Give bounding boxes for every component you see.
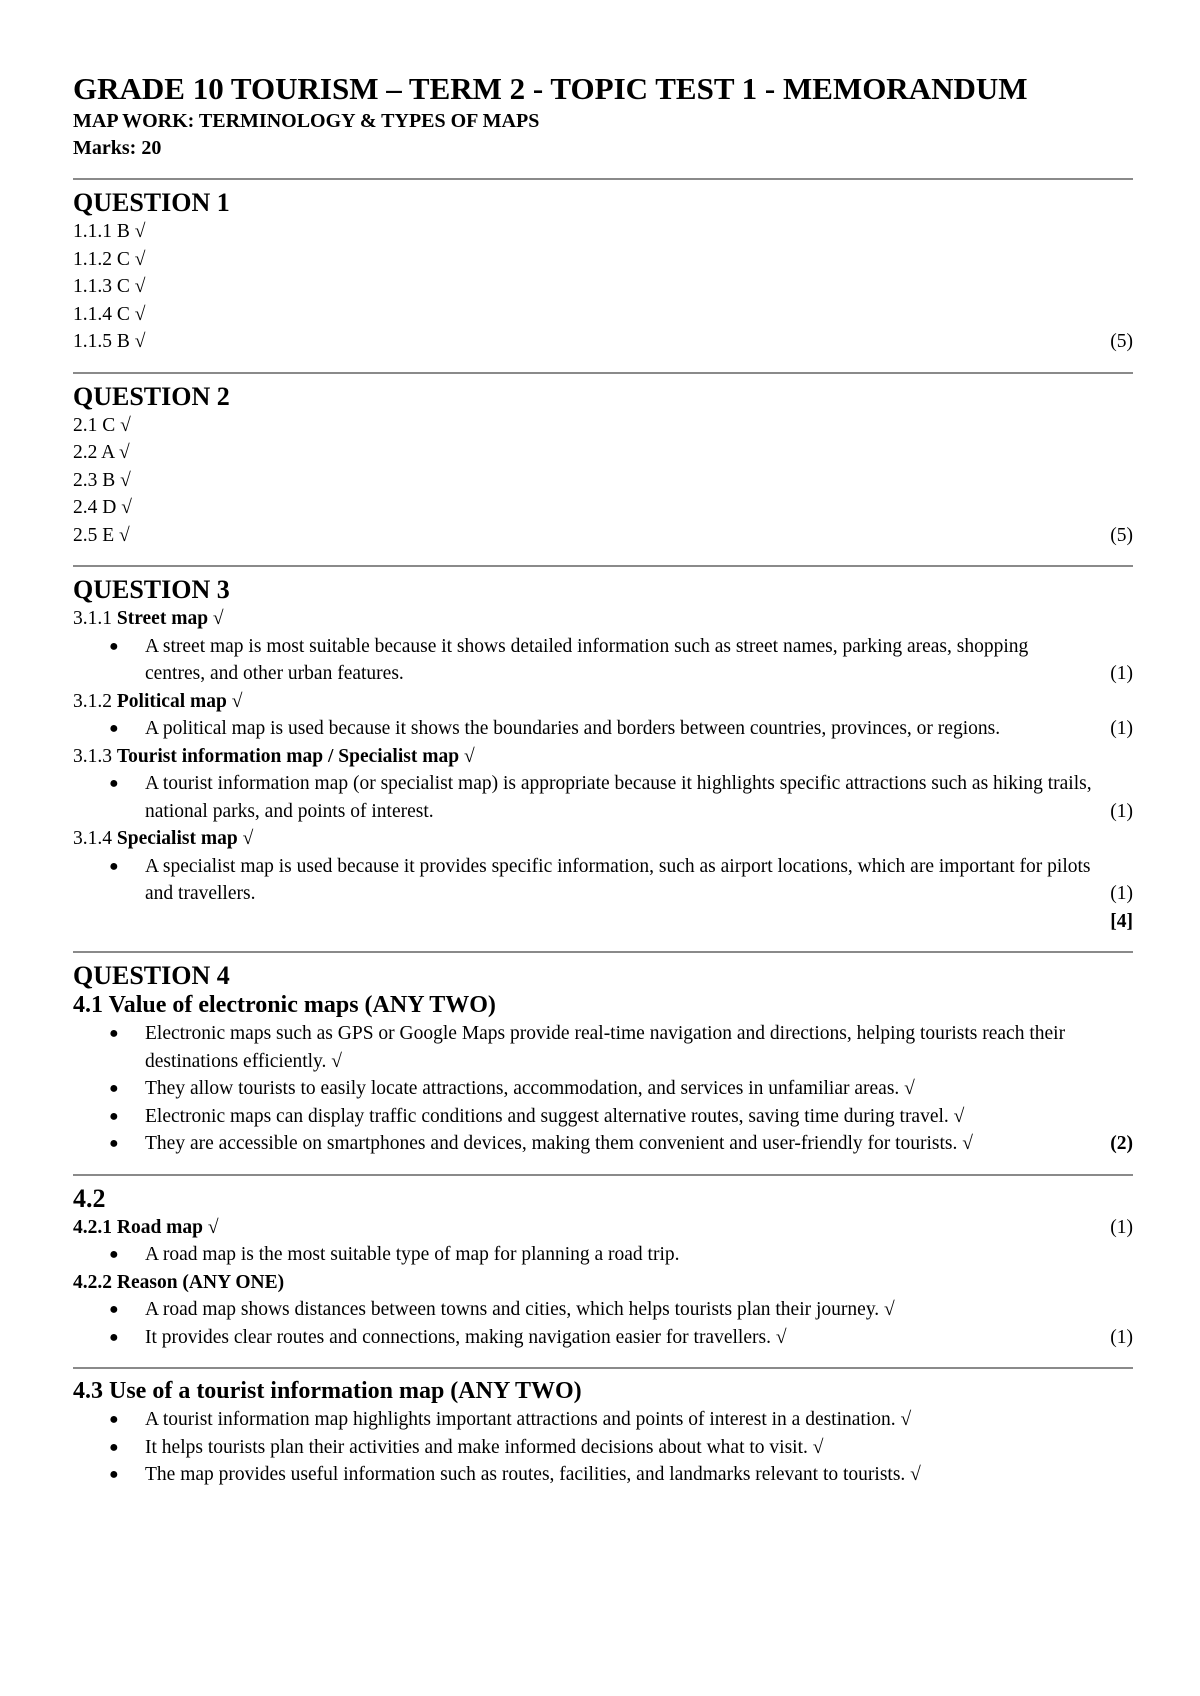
bullet-text: A tourist information map highlights important attractions and points of interest in a destination. √ xyxy=(145,1409,912,1430)
list-item xyxy=(73,715,1133,743)
item-4-2-1 xyxy=(73,1214,1133,1242)
item-label: Road map xyxy=(116,1216,204,1238)
item-4-2-1-label-group xyxy=(73,1214,219,1242)
section-divider xyxy=(73,372,1133,374)
question-3-total: [4] xyxy=(1110,910,1133,932)
answer-1-1-5: 1.1.5 B √ xyxy=(73,331,146,352)
section-4-3-heading: 4.3 Use of a tourist information map (ANY TWO) xyxy=(73,1378,582,1404)
answer-2-5: 2.5 E √ xyxy=(73,524,130,546)
bullet-icon: ● xyxy=(109,1411,119,1428)
section-divider xyxy=(73,1174,1133,1176)
answer-2-3: 2.3 B √ xyxy=(73,469,131,491)
bullet-icon: ● xyxy=(109,1301,119,1318)
bullet-text: They allow tourists to easily locate attractions, accommodation, and services in unfamiliar areas. √ xyxy=(145,1078,915,1099)
answer-row-last xyxy=(73,328,1133,356)
item-label: 4.2.2 Reason xyxy=(73,1271,178,1293)
item-explanation: A specialist map is used because it provides specific information, such as airport locations, which are important for pilots and travellers. xyxy=(145,855,1091,904)
item-number: 3.1.4 xyxy=(73,828,112,849)
bullet-text: A road map is the most suitable type of map for planning a road trip. xyxy=(145,1244,680,1265)
list-item xyxy=(73,1296,1133,1324)
section-divider xyxy=(73,951,1133,953)
item-number: 3.1.1 xyxy=(73,608,112,629)
bullet-icon: ● xyxy=(109,1107,119,1125)
bullet-icon: ● xyxy=(109,720,119,737)
list-item xyxy=(73,633,1133,688)
list-item xyxy=(73,1103,1133,1131)
tick-mark: √ xyxy=(463,745,475,767)
bullet-icon: ● xyxy=(109,1135,119,1152)
item-3-1-1 xyxy=(73,605,1133,633)
item-mark: (1) xyxy=(1110,883,1133,904)
item-number: 3.1.3 xyxy=(73,745,112,767)
list-item xyxy=(73,1241,1133,1269)
answer-2-4: 2.4 D √ xyxy=(73,497,132,518)
section-divider xyxy=(73,178,1133,180)
list-item xyxy=(73,1075,1133,1103)
item-3-1-4 xyxy=(73,825,1133,853)
bullet-text: Electronic maps can display traffic conditions and suggest alternative routes, saving time during travel. √ xyxy=(145,1105,965,1127)
question-2-heading: QUESTION 2 xyxy=(73,381,230,411)
item-label: Street map xyxy=(116,608,209,629)
bullet-icon: ● xyxy=(109,1246,119,1263)
item-mark: (1) xyxy=(1110,1326,1133,1348)
question-4 xyxy=(73,961,1133,1158)
item-3-1-2 xyxy=(73,688,1133,716)
item-qualifier: (ANY ONE) xyxy=(182,1271,285,1293)
question-3 xyxy=(73,575,1133,935)
bullet-icon: ● xyxy=(109,1328,119,1346)
answer-1-1-2: 1.1.2 C √ xyxy=(73,248,146,270)
answer-1-1-1: 1.1.1 B √ xyxy=(73,221,146,242)
question-4-heading: QUESTION 4 xyxy=(73,961,230,990)
bullet-text: It helps tourists plan their activities and make informed decisions about what to visit. √ xyxy=(145,1436,824,1458)
list-item xyxy=(73,1324,1133,1352)
bullet-text: Electronic maps such as GPS or Google Maps provide real-time navigation and directions, helping tourists reach their destinations efficiently. √ xyxy=(145,1023,1066,1072)
tick-mark: √ xyxy=(207,1216,219,1238)
question-1 xyxy=(73,188,1133,356)
question-1-total: (5) xyxy=(1110,331,1133,352)
item-explanation: A political map is used because it shows the boundaries and borders between countries, provinces, or regions. xyxy=(145,718,1001,739)
section-4-2-heading: 4.2 xyxy=(73,1183,106,1213)
item-number: 3.1.2 xyxy=(73,690,112,712)
bullet-icon: ● xyxy=(109,637,119,655)
bullet-icon: ● xyxy=(109,1025,119,1042)
question-2 xyxy=(73,382,1133,550)
item-mark: (1) xyxy=(1110,1216,1133,1238)
bullet-text: A road map shows distances between towns and cities, which helps tourists plan their journey. √ xyxy=(145,1299,895,1320)
bullet-icon: ● xyxy=(109,775,119,792)
item-explanation: A tourist information map (or specialist map) is appropriate because it highlights specific attractions such as hiking trails, national parks, and points of interest. xyxy=(145,773,1092,822)
item-label: Political map xyxy=(116,690,227,712)
list-item xyxy=(73,1130,1133,1158)
question-1-heading: QUESTION 1 xyxy=(73,188,230,217)
section-divider xyxy=(73,1367,1133,1369)
list-item xyxy=(73,1020,1133,1075)
item-4-2-2 xyxy=(73,1269,1133,1297)
item-label: Tourist information map / Specialist map xyxy=(116,745,460,767)
question-2-total: (5) xyxy=(1110,524,1133,546)
answer-2-1: 2.1 C √ xyxy=(73,414,131,436)
section-4-1-total: (2) xyxy=(1110,1133,1133,1154)
document-title: GRADE 10 TOURISM – TERM 2 - TOPIC TEST 1 - MEMORANDUM xyxy=(73,71,1028,106)
list-item xyxy=(73,770,1133,825)
bullet-text: They are accessible on smartphones and devices, making them convenient and user-friendly for tourists. √ xyxy=(145,1133,973,1154)
answer-1-1-3: 1.1.3 C √ xyxy=(73,276,146,297)
list-item xyxy=(73,1434,1133,1462)
tick-mark: √ xyxy=(231,690,243,712)
item-number: 4.2.1 xyxy=(73,1216,112,1238)
item-label: Specialist map xyxy=(116,828,238,849)
item-3-1-3 xyxy=(73,743,1133,771)
item-mark: (1) xyxy=(1110,800,1133,822)
answer-row-last xyxy=(73,522,1133,550)
list-item xyxy=(73,853,1133,908)
section-4-3 xyxy=(73,1377,1133,1489)
bullet-icon: ● xyxy=(109,1438,119,1456)
question-3-heading: QUESTION 3 xyxy=(73,575,230,604)
item-mark: (1) xyxy=(1110,663,1133,684)
document-subtitle: MAP WORK: TERMINOLOGY & TYPES OF MAPS xyxy=(73,110,540,132)
bullet-icon: ● xyxy=(109,857,119,875)
tick-mark: √ xyxy=(242,828,254,849)
answer-1-1-4: 1.1.4 C √ xyxy=(73,303,146,325)
bullet-icon: ● xyxy=(109,1080,119,1097)
section-4-1-heading: 4.1 Value of electronic maps (ANY TWO) xyxy=(73,992,496,1018)
item-explanation: A street map is most suitable because it shows detailed information such as street names, parking areas, shopping centres, and other urban features. xyxy=(145,635,1029,684)
bullet-text: It provides clear routes and connections, making navigation easier for travellers. √ xyxy=(145,1326,787,1348)
bullet-icon: ● xyxy=(109,1466,119,1483)
section-4-2 xyxy=(73,1184,1133,1352)
list-item xyxy=(73,1461,1133,1489)
answer-2-2: 2.2 A √ xyxy=(73,442,130,463)
item-mark: (1) xyxy=(1110,718,1133,739)
bullet-text: The map provides useful information such as routes, facilities, and landmarks relevant to tourists. √ xyxy=(145,1464,921,1485)
tick-mark: √ xyxy=(212,608,224,629)
total-marks: Marks: 20 xyxy=(73,137,162,159)
question-3-total-row xyxy=(73,908,1133,936)
section-divider xyxy=(73,565,1133,567)
list-item xyxy=(73,1406,1133,1434)
